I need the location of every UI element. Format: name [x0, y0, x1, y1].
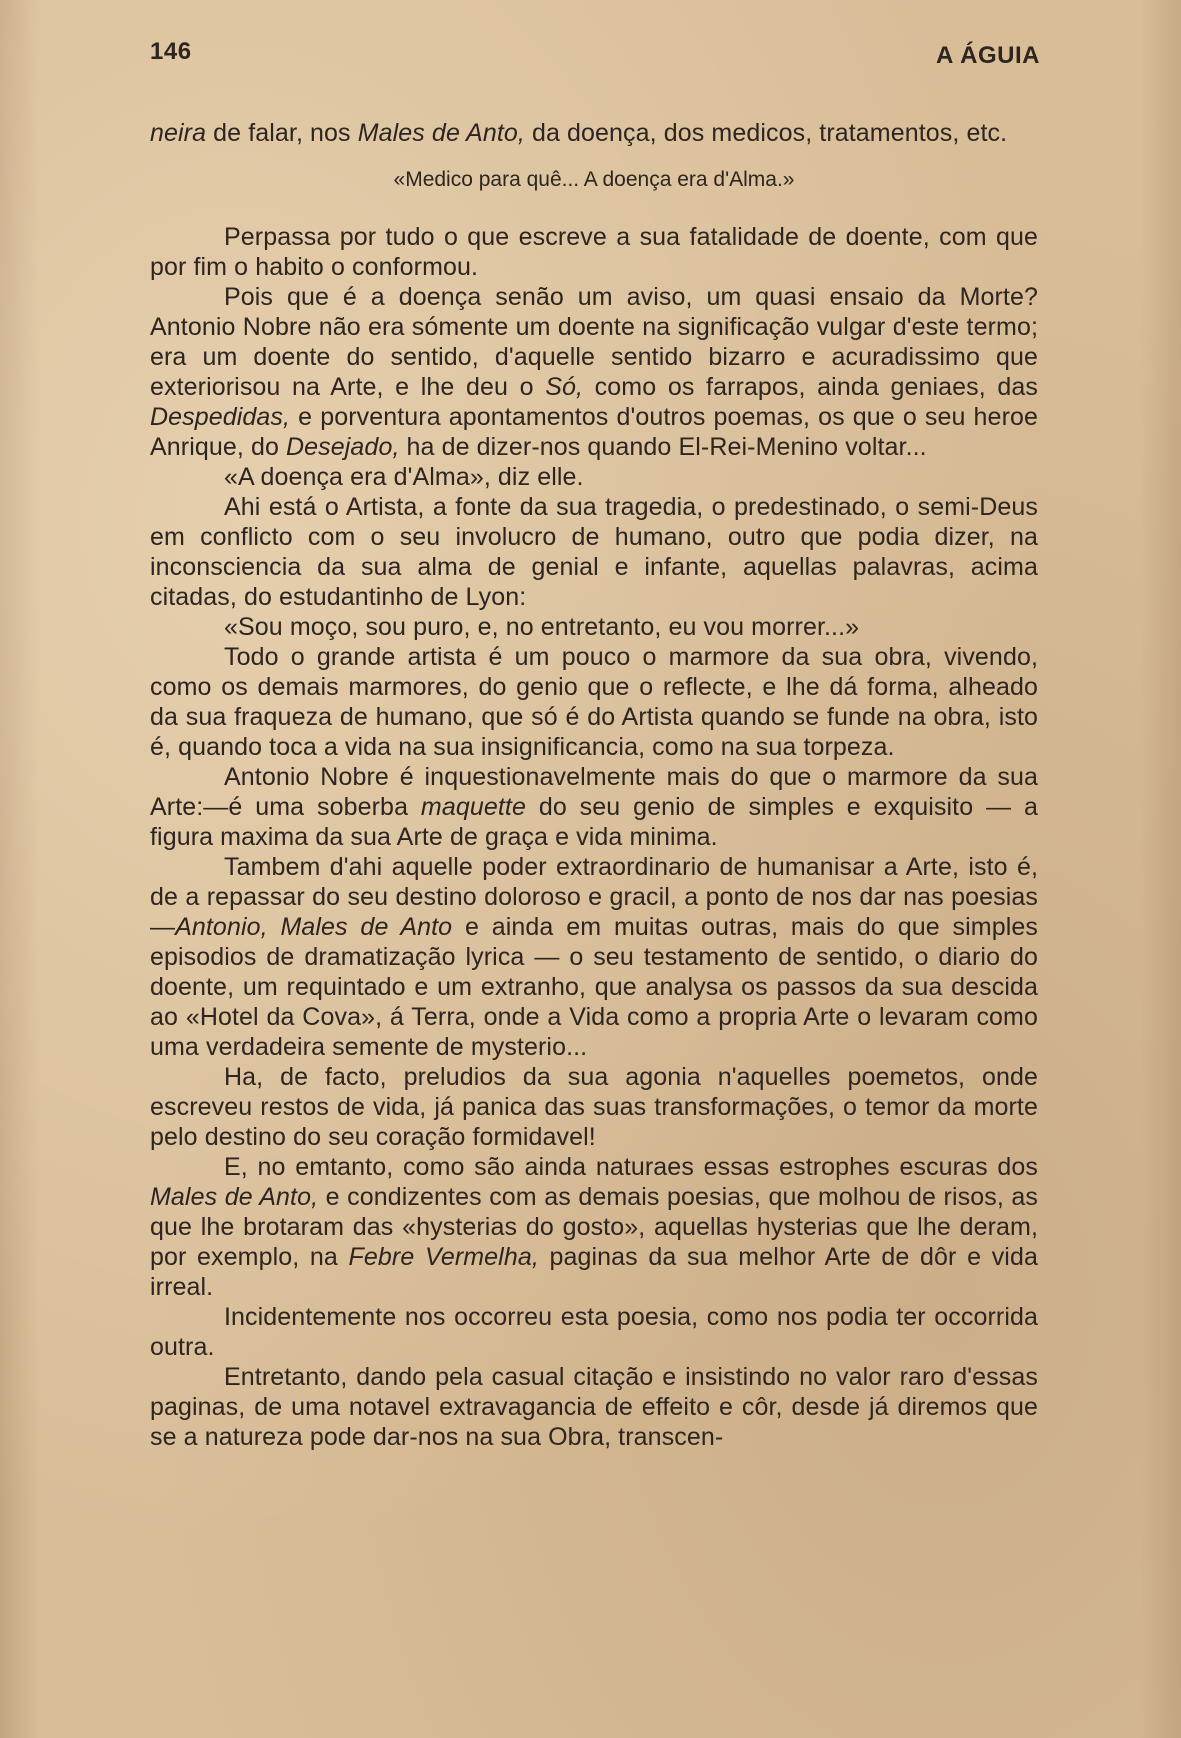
- italic-title: Despedidas,: [150, 403, 291, 431]
- text-run: Pois que é a doença senão um aviso, um quasi ensaio da Morte? Antonio Nobre não era sómente um doente na significação vulgar d'este termo; era um doente do sentido, d'aquelle sentido bizarro e acuradissimo que exteriorisou na Arte, e lhe deu o: [150, 283, 1038, 401]
- running-head: [150, 38, 1040, 72]
- italic-title: Males de Anto,: [150, 1183, 319, 1211]
- italic-title: Só,: [545, 373, 584, 401]
- journal-title: A ÁGUIA: [936, 42, 1040, 69]
- text-run: Tambem d'ahi aquelle poder extraordinario de humanisar a Arte, isto é, de a repassar do seu destino doloroso e gracil, a ponto de nos dar nas poesias—: [150, 853, 1038, 941]
- paragraph: «A doença era d'Alma», diz elle.: [224, 463, 584, 491]
- page-number: 146: [150, 38, 192, 65]
- body-text: [150, 118, 1038, 1452]
- paragraph: Ha, de facto, preludios da sua agonia n'aquelles poemetos, onde escreveu restos de vida, já panica das suas transformações, o temor da morte pelo destino do seu coração formidavel!: [150, 1063, 1038, 1151]
- italic-title: Antonio, Males de Anto: [175, 913, 453, 941]
- text-run: paginas da sua melhor Arte de dôr e vida irreal.: [150, 1243, 1038, 1301]
- paragraph: [150, 1152, 1038, 1302]
- paragraph: Incidentemente nos occorreu esta poesia, como nos podia ter occorrida outra.: [150, 1303, 1038, 1361]
- italic-title: Febre Vermelha,: [348, 1243, 539, 1271]
- italic-title: Males de Anto,: [357, 119, 525, 147]
- block-quote: «Medico para quê... A doença era d'Alma.»: [393, 168, 795, 191]
- text-run: do seu genio de simples e exquisito — a figura maxima da sua Arte de graça e vida minima.: [150, 793, 1038, 851]
- text-run: como os farrapos, ainda geniaes, das: [583, 373, 1038, 401]
- text-run: ha de dizer-nos quando El-Rei-Menino voltar...: [399, 433, 927, 461]
- paragraph: Perpassa por tudo o que escreve a sua fatalidade de doente, com que por fim o habito o conformou.: [150, 223, 1038, 281]
- italic-text: maquette: [420, 793, 526, 821]
- paragraph: [150, 282, 1038, 462]
- text-run: E, no emtanto, como são ainda naturaes essas estrophes escuras dos: [224, 1153, 1038, 1181]
- text-run: Antonio Nobre é inquestionavelmente mais do que o marmore da sua Arte:—é uma soberba: [150, 763, 1038, 821]
- paragraph: [150, 762, 1038, 852]
- paragraph: [150, 852, 1038, 1062]
- italic-title: Desejado,: [286, 433, 400, 461]
- text-run: e porventura apontamentos d'outros poemas, os que o seu heroe Anrique, do: [150, 403, 1038, 461]
- paragraph: Todo o grande artista é um pouco o marmore da sua obra, vivendo, como os demais marmores, do genio que o reflecte, e lhe dá forma, alheado da sua fraqueza de humano, que só é do Artista quando se funde na obra, isto é, quando toca a vida na sua insignificancia, como na sua torpeza.: [150, 643, 1038, 761]
- text-run: e ainda em muitas outras, mais do que simples episodios de dramatização lyrica — o seu testamento de sentido, o diario do doente, um requintado e um extranho, que analysa os passos da sua descida ao «Hotel da Cova», á Terra, onde a Vida como a propria Arte o levaram como uma verdadeira semente de mysterio...: [150, 913, 1038, 1061]
- text-run: e condizentes com as demais poesias, que molhou de risos, as que lhe brotaram das «hysterias do gosto», aquellas hysterias que lhe deram, por exemplo, na: [150, 1183, 1038, 1271]
- paragraph-continued: [150, 118, 1038, 148]
- italic-text: neira: [150, 119, 207, 147]
- paragraph: Entretanto, dando pela casual citação e insistindo no valor raro d'essas paginas, de uma notavel extravagancia de effeito e côr, desde já diremos que se a natureza pode dar-nos na sua Obra, transcen-: [150, 1363, 1038, 1451]
- paragraph: Ahi está o Artista, a fonte da sua tragedia, o predestinado, o semi-Deus em conflicto com o seu involucro de humano, outro que podia dizer, na inconsciencia da sua alma de genial e infante, aquellas palavras, acima citadas, do estudantinho de Lyon:: [150, 493, 1038, 611]
- paragraph: «Sou moço, sou puro, e, no entretanto, eu vou morrer...»: [224, 613, 860, 641]
- text-run: da doença, dos medicos, tratamentos, etc.: [524, 119, 1008, 147]
- text-run: de falar, nos: [206, 119, 358, 147]
